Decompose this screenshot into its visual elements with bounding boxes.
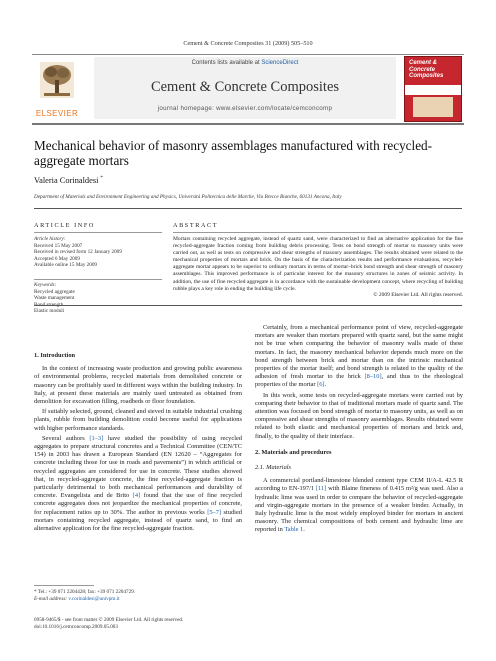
journal-banner <box>32 54 464 124</box>
citation-link[interactable]: [11] <box>315 485 327 493</box>
keywords-label: Keywords: <box>34 282 57 288</box>
article-title: Mechanical behavior of masonry assemblages manufactured with recycled-aggregate mortars <box>34 138 433 168</box>
cover-title: Cement & Concrete Composites <box>409 60 444 79</box>
journal-info-box <box>94 57 396 119</box>
paragraph <box>255 477 463 534</box>
section-heading-materials: 2. Materials and procedures <box>255 448 332 456</box>
footnote-email-line <box>34 596 135 603</box>
author-footnote <box>34 589 135 602</box>
front-matter-info <box>34 617 183 630</box>
banner-bottom-rule <box>32 123 464 125</box>
publisher-logo-text: ELSEVIER <box>35 109 79 118</box>
sciencedirect-link[interactable]: ScienceDirect <box>261 60 299 66</box>
article-info-heading: ARTICLE INFO <box>34 222 95 229</box>
contents-line <box>94 60 396 66</box>
section-heading-introduction: 1. Introduction <box>34 352 76 359</box>
journal-title[interactable]: Cement & Concrete Composites <box>150 79 340 95</box>
text-run: A commercial portland-limestone blended cement type CEM II/A-L 42.5 R according to EN-197/1 <box>255 477 463 493</box>
abstract-copyright: © 2009 Elsevier Ltd. All rights reserved. <box>373 292 463 298</box>
right-column <box>255 324 463 537</box>
paragraph: In this work, some tests on recycled-aggregate mortars were carried out by comparing their behavior to that of traditional mortars made of quartz sand. The attention was focused on bond strength of mortar to masonry units, as well as on compressive and shear strengths of masonry assemblages. Results obtained were related to both elastic and mechanical properties of mortars and brick and, finally, to the quality of their interface. <box>255 391 463 440</box>
paragraph <box>255 324 463 390</box>
author-name: Valeria Corinaldesi <box>34 176 99 185</box>
text-run: found that the use of fine recycled concrete aggregates does not jeopardize the mechanical properties of concrete, for replacement ratios up to 30%. The author in previous works <box>34 492 242 516</box>
history-item: Received 15 May 2007 <box>34 242 83 249</box>
paragraph <box>34 435 242 533</box>
table-link[interactable]: Table 1 <box>284 526 304 534</box>
abstract-top-rule <box>173 232 463 233</box>
author-footnote-mark[interactable]: * <box>100 176 103 182</box>
publisher-logo[interactable] <box>32 60 82 118</box>
footnote-rule <box>34 585 94 586</box>
keyword-item: Bond strength <box>34 301 64 308</box>
abstract-text: Mortars containing recycled aggregate, instead of quartz sand, were characterized to find an alternative application for the fine recycled-aggregate fraction coming from building debris processing. Tests on bond strength of mortar to masonry units were carried out, as well as tests on compressive and shear strengths of masonry assemblages. The results obtained were related to the mechanical properties of mortars and brick. On the basis of the characterization results and performance evaluations, recycled-aggregate mortar appears to be superior to ordinary mortars in terms of mortar–brick bond strength and shear strength of masonry assemblages. This improved performance is of particular interest for the masonry structures in zones of seismic activity. In addition, the use of fine recycled aggregate is in accordance with the sustainable development concept, where recycling of building rubble plays a key role in ending the building life cycle. <box>173 236 463 292</box>
paragraph: If suitably selected, ground, cleaned and sieved in suitable industrial crushing plants, rubble from building demolition could become useful for applications with higher performance standards. <box>34 408 242 432</box>
text-run: have studied the possibility of using recycled aggregates to prepare structural concretes and a Technical Committee (CEN/TC 154) in 2003 has drawn a European Standard (EN 12620 – “Aggregates for concrete including those for use in roads and pavements”) in which artificial or recycled aggregates are considered for use in concrete. These studies showed that, in recycled-aggregate concrete, the fine recycled-aggregate fraction is particularly detrimental to both mechanical performances and durability of concrete. Evangelista and de Brito <box>34 434 242 500</box>
abstract-bottom-rule <box>34 305 462 306</box>
citation-link[interactable]: [4] <box>132 492 141 500</box>
banner-top-rule <box>32 54 464 55</box>
text-run: Several authors <box>42 434 90 442</box>
journal-homepage[interactable]: journal homepage: www.elsevier.com/locate/cemconcomp <box>157 105 333 112</box>
text-run: . <box>324 381 327 389</box>
issn-line: 0958-9465/$ - see front matter © 2009 Elsevier Ltd. All rights reserved. <box>34 617 184 623</box>
history-item: Received in revised form 12 January 2009 <box>34 249 122 256</box>
abstract-heading: ABSTRACT <box>173 222 219 229</box>
contents-prefix: Contents lists available at <box>191 60 262 66</box>
keyword-item: Elastic moduli <box>34 308 65 315</box>
text-run: , and thus to the rheological properties of the mortar <box>255 373 463 389</box>
affiliation: Department of Materials and Environment Engineering and Physics, Università Politecnica delle Marche, Via Brecce Bianche, 60131 Ancona, Italy <box>34 194 342 200</box>
paragraph: In the context of increasing waste production and growing public awareness of environmental problems, recycled materials from demolished concrete or masonry can be profitably used in different ways within the building industry. In Italy, at present these materials are mainly used untreated as obtained from demolition for excavation filling, roadbeds or floor foundation. <box>34 365 242 406</box>
keyword-item: Recycled aggregate <box>34 288 75 295</box>
email-label: E-mail address: <box>34 595 69 602</box>
email-link[interactable]: v.corinaldesi@univpm.it <box>68 595 120 602</box>
doi-line[interactable]: doi:10.1016/j.cemconcomp.2009.05.003 <box>34 623 118 630</box>
citation-link[interactable]: [8–10] <box>364 373 382 381</box>
left-column <box>34 352 242 535</box>
history-item: Accepted 6 May 2009 <box>34 255 80 262</box>
keywords <box>34 282 162 315</box>
text-run: . <box>303 526 305 534</box>
cover-band <box>405 85 461 95</box>
text-run: Certainly, from a mechanical performance point of view, recycled-aggregate mortars are weaker than mortars prepared with quartz sand, but the same might not be true when comparing the behavior of masonry walls made of these mortars. In fact, the masonry mechanical behavior depends much more on the bond strength between brick and mortar than on the intrinsic mechanical properties of the mortar itself; and bond strength is related to the quality of the adhesion of fresh mortar to the brick <box>255 324 463 381</box>
citation-link[interactable]: [6] <box>317 381 325 389</box>
tree-logo-icon <box>40 62 74 98</box>
history-label: Article history: <box>34 236 66 242</box>
header-rule <box>34 208 462 209</box>
footnote-contact: * Tel.: +39 071 2204428; fax: +39 071 2204729. <box>34 589 136 595</box>
article-info-rule <box>34 232 162 233</box>
text-run: studied mortars containing recycled aggregate, instead of quartz sand, to find an alternative application for the fine recycled-aggregate fraction. <box>34 508 242 533</box>
citation-link[interactable]: [5–7] <box>207 508 222 516</box>
article-history <box>34 236 162 269</box>
citation-link[interactable]: [1–3] <box>89 434 104 442</box>
cover-photo <box>413 97 453 117</box>
keyword-item: Waste management <box>34 295 75 302</box>
author-line <box>34 176 103 185</box>
journal-cover-image[interactable] <box>404 56 462 122</box>
running-head: Cement & Concrete Composites 31 (2009) 505–510 <box>183 40 313 47</box>
text-run: with Blaine fineness of 0.415 m²/g was used. Also a hydraulic lime was used in order to compare the behavior of recycled-aggregate and virgin-aggregate mortars in the presence of a weaker binder. Actually, in Italy hydraulic lime is the most widely employed binder for mortars in ancient masonry. The chemical compositions of both cement and hydraulic lime are reported in <box>255 485 463 534</box>
keywords-rule <box>34 279 162 280</box>
subsection-heading-materials: 2.1. Materials <box>255 464 292 472</box>
history-item: Available online 15 May 2009 <box>34 262 98 269</box>
